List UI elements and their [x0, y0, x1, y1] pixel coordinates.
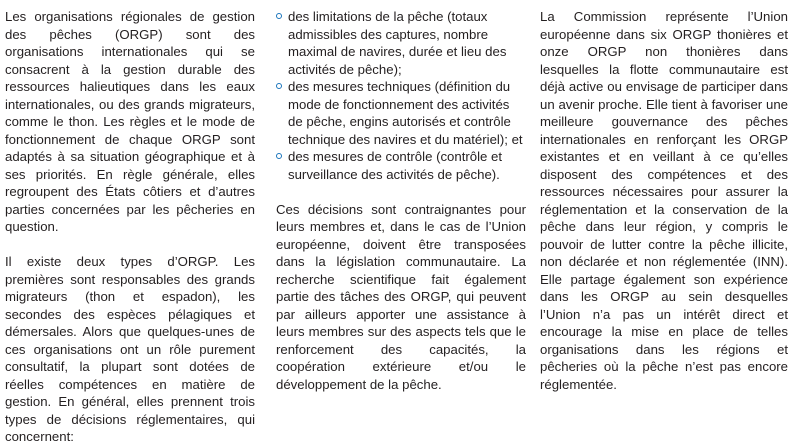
circle-bullet-icon	[276, 13, 282, 19]
list-item-text: des limitations de la pêche (totaux admissibles des captures, nombre maximal de navires, durée et lieu des activités de pêche);	[288, 9, 507, 77]
decision-types-list	[276, 8, 526, 183]
circle-bullet-icon	[276, 153, 282, 159]
paragraph-orgp-types: Il existe deux types d’ORGP. Les premières sont responsables des grands migrateurs (thon et espadon), les secondes des espèces pélagiques et démersales. Alors que quelques-unes de ces organisations ont un rôle purement consultatif, la plupart sont dotées de réelles compétences en matière de gestion. En général, elles prennent trois types de décisions réglementaires, qui concernent:	[5, 254, 255, 444]
list-item-text: des mesures de contrôle (contrôle et surveillance des activités de pêche).	[288, 149, 503, 182]
list-item-text: des mesures techniques (définition du mode de fonctionnement des activités de pêche, engins autorisés et contrôle technique des navires et du matériel); et	[288, 79, 523, 147]
text-column-1	[5, 8, 255, 446]
list-item	[276, 78, 526, 148]
paragraph-orgp-definition: Les organisations régionales de gestion des pêches (ORGP) sont des organisations internationales qui se consacrent à la gestion durable des ressources halieutiques dans les eaux internationales, ou des grands migrateurs, comme le thon. Les règles et le mode de fonctionnement de chaque ORGP sont adaptés à sa situation géographique et à ses priorités. En règle générale, elles regroupent des États côtiers et d’autres parties concernées par les pêcheries en question.	[5, 9, 255, 234]
list-item	[276, 148, 526, 183]
circle-bullet-icon	[276, 83, 282, 89]
paragraph-commission-role: La Commission représente l’Union européenne dans six ORGP thonières et onze ORGP non thonières dans lesquelles la flotte communautaire est déjà active ou envisage de participer dans un avenir proche. Elle tient à favoriser une meilleure gouvernance des pêches internationales en renforçant les ORGP existantes et en veillant à ce qu’elles disposent des compétences et des ressources nécessaires pour assurer la réglementation et la conservation de la pêche dans leur région, y compris le pouvoir de lutter contre la pêche illicite, non déclarée et non réglementée (INN). Elle partage également son expérience dans les ORGP au sein desquelles l’Union n’a pas un intérêt direct et encourage la mise en place de telles organisations dans les régions et pêcheries où la pêche n’est pas encore réglementée.	[540, 9, 788, 392]
text-column-3	[540, 8, 788, 393]
text-column-2	[276, 8, 526, 393]
list-item	[276, 8, 526, 78]
paragraph-decisions-binding: Ces décisions sont contraignantes pour leurs membres et, dans le cas de l’Union européenne, doivent être transposées dans la législation communautaire. La recherche scientifique fait également partie des tâches des ORGP, qui peuvent par ailleurs apporter une assistance à leurs membres sur des aspects tels que le renforcement des capacités, la coopération extérieure et/ou le développement de la pêche.	[276, 201, 526, 392]
